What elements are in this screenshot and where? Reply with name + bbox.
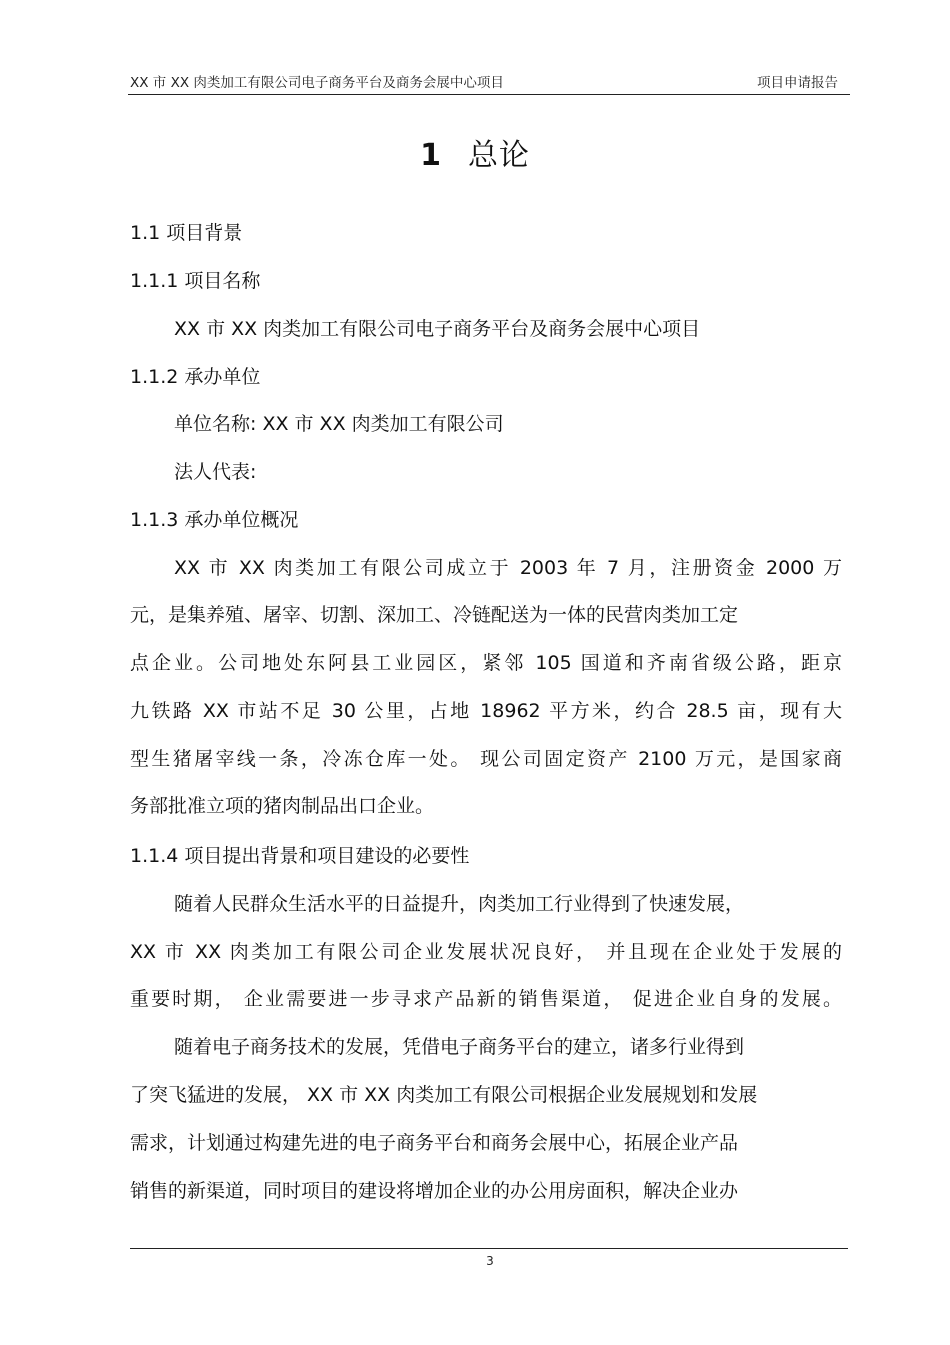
paragraph-line: 重要时期， 企业需要进一步寻求产品新的销售渠道， 促进企业自身的发展。 — [130, 988, 842, 1010]
paragraph-line: 随着人民群众生活水平的日益提升，肉类加工行业得到了快速发展， — [174, 893, 745, 915]
header-project-title: XX 市 XX 肉类加工有限公司电子商务平台及商务会展中心项目 — [130, 75, 504, 91]
paragraph-line: XX 市 XX 肉类加工有限公司成立于 2003 年 7 月，注册资金 2000 万 — [174, 557, 842, 579]
paragraph-line: 了突飞猛进的发展， XX 市 XX 肉类加工有限公司根据企业发展规划和发展 — [130, 1084, 758, 1106]
paragraph-line: 九铁路 XX 市站不足 30 公里，占地 18962 平方米，约合 28.5 亩，现有大 — [130, 700, 842, 722]
paragraph-line: 务部批准立项的猪肉制品出口企业。 — [130, 795, 435, 817]
paragraph-line: 点企业。公司地处东阿县工业园区，紧邻 105 国道和齐南省级公路，距京 — [130, 652, 842, 674]
chapter-title — [0, 136, 950, 176]
paragraph-line: 元，是集养殖、屠宰、切割、深加工、冷链配送为一体的民营肉类加工定 — [130, 604, 739, 626]
header-rule — [128, 94, 850, 95]
footer-rule — [130, 1248, 848, 1249]
paragraph-line: 销售的新渠道，同时项目的建设将增加企业的办公用房面积，解决企业办 — [130, 1180, 739, 1202]
section-heading-1-1-2: 1.1.2 承办单位 — [130, 366, 261, 388]
chapter-title-text: 总论 — [467, 138, 530, 173]
project-name-text: XX 市 XX 肉类加工有限公司电子商务平台及商务会展中心项目 — [174, 318, 701, 340]
paragraph-line: 需求，计划通过构建先进的电子商务平台和商务会展中心，拓展企业产品 — [130, 1132, 739, 1154]
paragraph-line: 随着电子商务技术的发展，凭借电子商务平台的建立，诸多行业得到 — [174, 1036, 745, 1058]
page-number: 3 — [486, 1254, 494, 1268]
paragraph-line: 型生猪屠宰线一条，冷冻仓库一处。 现公司固定资产 2100 万元，是国家商 — [130, 748, 842, 770]
paragraph-line: XX 市 XX 肉类加工有限公司企业发展状况良好， 并且现在企业处于发展的 — [130, 941, 842, 963]
section-heading-1-1-1: 1.1.1 项目名称 — [130, 270, 261, 292]
section-heading-1-1-3: 1.1.3 承办单位概况 — [130, 509, 299, 531]
header-doc-type: 项目申请报告 — [757, 75, 838, 91]
running-header — [130, 74, 850, 94]
unit-name-text: 单位名称: XX 市 XX 肉类加工有限公司 — [174, 413, 504, 435]
section-heading-1-1: 1.1 项目背景 — [130, 222, 243, 244]
section-heading-1-1-4: 1.1.4 项目提出背景和项目建设的必要性 — [130, 845, 470, 867]
legal-rep-text: 法人代表: — [174, 461, 257, 483]
chapter-number: 1 — [420, 138, 442, 173]
